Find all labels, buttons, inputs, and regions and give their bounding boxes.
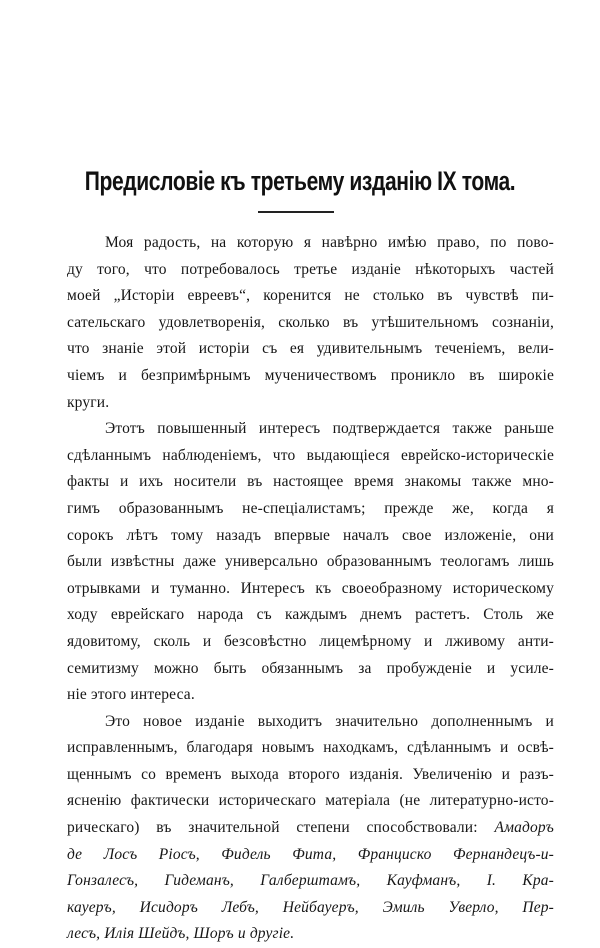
text-line-italic: Гонзалесъ, Гидеманъ, Галберштамъ, Кауфманъ, І. Кра-: [67, 872, 554, 890]
text-line: щеннымъ со временъ выхода второго изданія. Увеличенію и разъ-: [67, 765, 554, 783]
text-line-italic: кауеръ, Исидоръ Лебъ, Нейбауеръ, Эмиль Уверло, Пер-: [67, 898, 554, 916]
text-line: чіемъ и безпримѣрнымъ мученичествомъ проникло въ широкіе: [67, 366, 554, 384]
text-line: что знаніе этой исторіи съ ея удивительнымъ теченіемъ, вели-: [67, 340, 554, 358]
text-line-italic: лесъ, Илія Шейдъ, Шоръ и другіе.: [67, 925, 295, 943]
text-line: ядовитому, сколь и безсовѣстно лицемѣрному и лживому анти-: [67, 632, 554, 650]
italic-name: Амадоръ: [494, 819, 554, 837]
text-line: семитизму можно быть обязаннымъ за пробужденіе и усиле-: [67, 659, 554, 677]
paragraph-2: [67, 416, 554, 709]
text-span: рическаго) въ значительной степени способствовали:: [67, 819, 478, 837]
text-line: Моя радость, на которую я навѣрно имѣю право, по пово-: [105, 234, 554, 251]
text-line: ясненію фактически историческаго матеріала (не литературно-исто-: [67, 792, 554, 810]
text-line: отрывками и туманно. Интересъ къ своеобразному историческому: [67, 579, 554, 597]
text-line: сательскаго удовлетворенія, сколько въ утѣшительномъ сознаніи,: [67, 313, 554, 331]
text-line: ніе этого интереса.: [67, 686, 195, 704]
paragraph-3: [67, 709, 554, 948]
text-line: исправленнымъ, благодаря новымъ находкамъ, сдѣланнымъ и освѣ-: [67, 739, 554, 757]
text-line: Этотъ повышенный интересъ подтверждается также раньше: [105, 420, 554, 438]
text-line: гимъ образованнымъ не-спеціалистамъ; прежде же, когда я: [67, 499, 554, 517]
text-line: Это новое изданіе выходитъ значительно дополненнымъ и: [105, 712, 554, 730]
text-line: были извѣстны даже универсально образованнымъ теологамъ лишь: [67, 553, 554, 571]
text-line: факты и ихъ носители въ настоящее время знакомы также мно-: [67, 473, 554, 491]
title-divider: [258, 211, 334, 213]
page-title: Предисловіе къ третьему изданію IX тома.: [84, 166, 516, 196]
text-line: моей „Исторіи евреевъ“, коренится не столько въ чувствѣ пи-: [67, 287, 554, 305]
paragraph-1: [67, 230, 554, 416]
text-line: ходу еврейскаго народа съ каждымъ днемъ растетъ. Столь же: [67, 606, 554, 624]
text-line-mixed: [67, 815, 554, 842]
text-line: круги.: [67, 393, 110, 411]
text-line: сорокъ лѣтъ тому назадъ впервые началъ свое изложеніе, они: [67, 526, 554, 544]
page-body: [67, 230, 554, 948]
text-line: сдѣланнымъ наблюденіемъ, что выдающіеся еврейско-историческіе: [67, 446, 554, 464]
text-line-italic: де Лосъ Ріосъ, Фидель Фита, Франциско Фернандецъ-и-: [67, 845, 554, 863]
text-line: ду того, что потребовалось третье изданіе нѣкоторыхъ частей: [67, 260, 554, 278]
